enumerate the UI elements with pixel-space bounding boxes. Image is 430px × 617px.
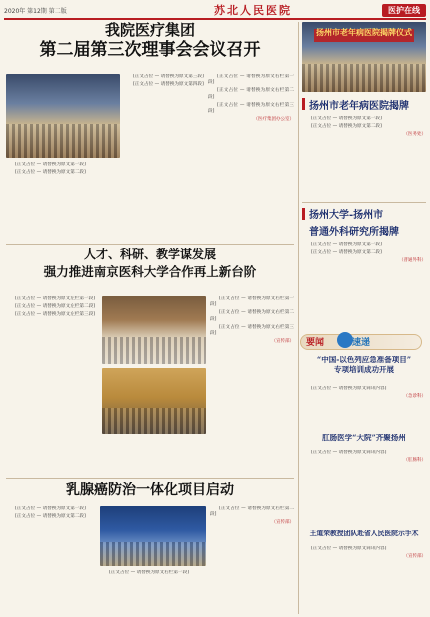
brief3-head <box>302 530 426 544</box>
article1-paragraph: [正文占位 — 请替换为原文右栏第一段] <box>208 74 294 86</box>
article2-paragraph: [正文占位 — 请替换为原文左栏第三段] <box>15 312 96 318</box>
article1-headline-line2: 第二届第三次理事会会议召开 <box>39 40 261 61</box>
photo-crowd <box>6 124 120 158</box>
article1-headline-line1: 我院医疗集团 <box>104 22 195 39</box>
article2-paragraph: [正文占位 — 请替换为原文右栏第一段] <box>210 296 294 308</box>
brief1-paragraph: [正文占位 — 请替换为原文简讯内容] <box>311 386 387 391</box>
article1-paragraph: [正文占位 — 请替换为原文第四段] <box>133 82 204 88</box>
article1-credit: （医疗集团办公室） <box>253 117 294 123</box>
side2-paragraph: [正文占位 — 请替换为原文第二段] <box>311 250 382 256</box>
brief1-headline-line2: 专项培训成功开展 <box>334 364 394 374</box>
brief2-head <box>302 434 426 448</box>
section-badge: 医护在线 <box>382 4 426 17</box>
photo-banner-text: 扬州市老年病医院揭牌仪式 <box>316 26 412 37</box>
side2-paragraph: [正文占位 — 请替换为原文第一段] <box>311 242 382 247</box>
article3-body-middle <box>100 570 206 614</box>
side1-paragraph: [正文占位 — 请替换为原文第一段] <box>311 116 382 121</box>
article2-paragraph: [正文占位 — 请替换为原文左栏第二段] <box>15 304 96 310</box>
article3-body-left <box>6 506 96 614</box>
newspaper-title: 苏北人民医院 <box>214 4 292 17</box>
side2-headline-line2: 普通外科研究所揭牌 <box>309 227 399 238</box>
banner-word2: 速递 <box>352 338 371 348</box>
banner-word1: 要闻 <box>306 338 325 348</box>
article2-photo-signing <box>102 368 206 434</box>
article3-headline-wrap <box>6 482 294 502</box>
article3-headline: 乳腺癌防治一体化项目启动 <box>66 482 234 498</box>
photo-people <box>102 408 206 434</box>
article2-headline-line2: 强力推进南京医科大学合作再上新台阶 <box>43 263 257 279</box>
side2-head-row <box>302 206 426 221</box>
masthead <box>4 2 426 20</box>
side2-headline-line1: 扬州大学-扬州市 <box>309 210 384 221</box>
article3-paragraph: [正文占位 — 请替换为原文右栏第二段] <box>210 506 294 518</box>
brief3-headline: 王道荣教授团队赴省人民医院示手术 <box>309 530 419 537</box>
brief2-credit: （肛肠科） <box>403 458 426 464</box>
article1-paragraph: [正文占位 — 请替换为原文右栏第三段] <box>208 102 294 115</box>
article1-paragraph: [正文占位 — 请替换为原文第二段] <box>15 170 86 176</box>
article2-credit: （宣传部） <box>271 339 294 345</box>
article2-paragraph: [正文占位 — 请替换为原文右栏第三段] <box>210 324 294 337</box>
issue-date: 2020年 第12期 第二版 <box>4 7 67 15</box>
brief2-headline: 肛肠医学“大院”齐聚扬州 <box>322 434 406 442</box>
side1-headline: 扬州市老年病医院揭牌 <box>309 100 409 112</box>
article1-body-right <box>208 74 294 240</box>
column-divider <box>298 22 299 614</box>
brief1-head <box>302 356 426 384</box>
divider <box>6 244 294 245</box>
divider <box>6 478 294 479</box>
brief3-paragraph: [正文占位 — 请替换为原文简讯内容] <box>311 546 387 551</box>
article1-paragraph: [正文占位 — 请替换为原文右栏第二段] <box>208 88 294 100</box>
article2-paragraph: [正文占位 — 请替换为原文右栏第二段] <box>210 310 294 322</box>
article3-paragraph: [正文占位 — 请替换为原文右栏第一段] <box>109 570 190 575</box>
side1-photo <box>302 22 426 92</box>
side1-paragraph: [正文占位 — 请替换为原文第二段] <box>311 124 382 130</box>
divider <box>302 202 426 203</box>
brief2-paragraph: [正文占位 — 请替换为原文简讯内容] <box>311 450 387 455</box>
side2-head <box>302 206 426 240</box>
accent-bar <box>302 98 305 110</box>
article1-paragraph: [正文占位 — 请替换为原文第一段] <box>15 162 86 167</box>
article3-body-right <box>210 506 294 614</box>
photo-table <box>102 337 206 364</box>
brief1-body <box>302 386 426 430</box>
article2-paragraph: [正文占位 — 请替换为原文左栏第一段] <box>15 296 96 301</box>
banner-circle-icon <box>337 332 353 348</box>
photo-crowd <box>302 64 426 92</box>
side1-credit: （医务处） <box>403 132 426 138</box>
news-brief-banner <box>300 332 426 352</box>
article1-paragraph: [正文占位 — 请替换为原文第三段] <box>133 74 204 79</box>
article1-body-middle <box>124 74 204 240</box>
article3-credit: （宣传部） <box>271 520 294 526</box>
article2-body-right <box>210 296 294 474</box>
article1-headline <box>6 22 294 70</box>
brief1-headline-line1: “中国-以色列应急准备项目” <box>316 356 412 364</box>
article2-headline-line1: 人才、科研、教学谋发展 <box>83 248 216 261</box>
brief2-body <box>302 450 426 526</box>
side2-credit: （普通外科） <box>399 258 426 264</box>
article3-paragraph: [正文占位 — 请替换为原文第一段] <box>15 506 86 511</box>
article1-photo <box>6 74 120 158</box>
article3-photo <box>100 506 206 566</box>
side1-body <box>302 116 426 200</box>
brief1-credit: （急诊科） <box>403 394 426 400</box>
article2-body-left <box>6 296 98 474</box>
side1-head <box>302 96 426 112</box>
accent-bar <box>302 208 305 220</box>
brief3-body <box>302 546 426 614</box>
article3-paragraph: [正文占位 — 请替换为原文第二段] <box>15 514 86 520</box>
brief3-credit: （宣传部） <box>403 554 426 560</box>
side2-body <box>302 242 426 328</box>
article2-headline <box>6 248 294 292</box>
article2-photo-meeting <box>102 296 206 364</box>
article1-body-left <box>6 162 120 240</box>
photo-stage-crowd <box>100 542 206 566</box>
